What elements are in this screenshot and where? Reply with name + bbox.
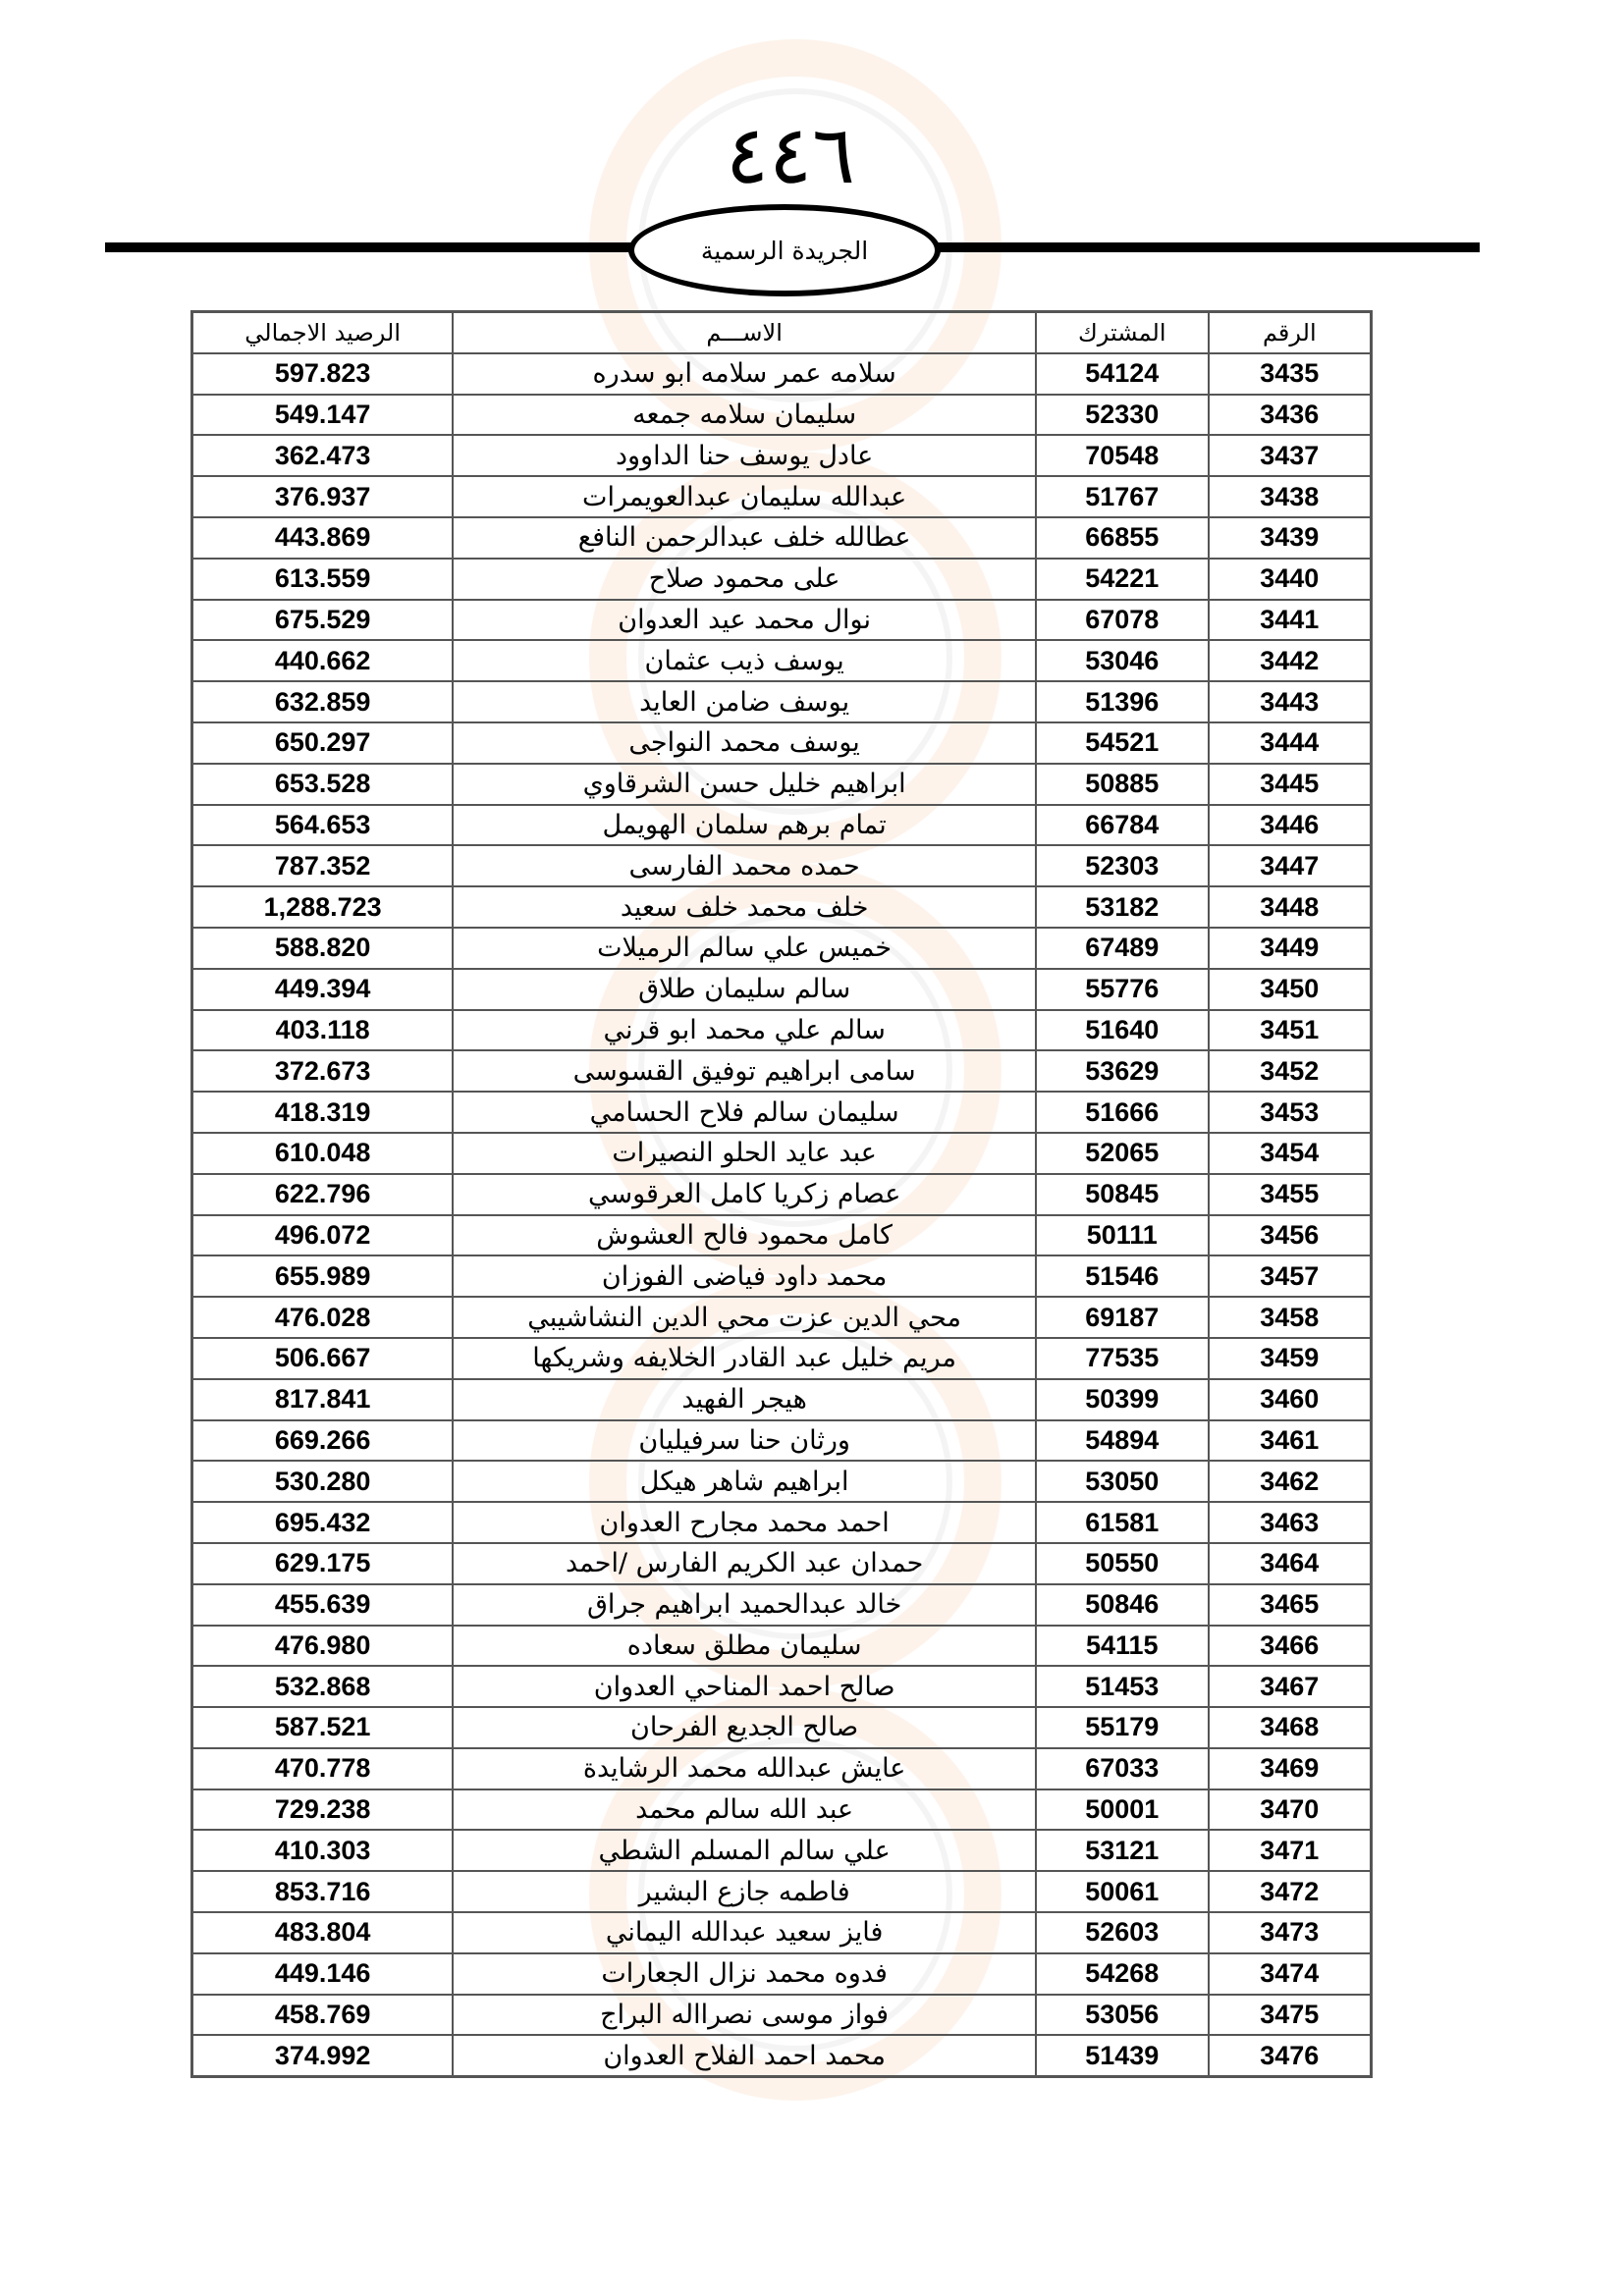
table-row (192, 1502, 1371, 1543)
table-row (192, 1707, 1371, 1748)
cell-number: 3436 (1209, 395, 1371, 436)
cell-balance: 675.529 (192, 600, 453, 641)
table-row (192, 1420, 1371, 1462)
cell-balance: 650.297 (192, 722, 453, 764)
cell-number: 3469 (1209, 1748, 1371, 1789)
table-row (192, 928, 1371, 969)
table-row (192, 1174, 1371, 1215)
cell-name: ابراهيم شاهر هيكل (453, 1461, 1036, 1502)
cell-name: خالد عبدالحميد ابراهيم جراق (453, 1584, 1036, 1626)
cell-balance: 483.804 (192, 1912, 453, 1953)
page-number: ٤٤٦ (725, 109, 856, 202)
cell-number: 3448 (1209, 886, 1371, 928)
cell-subscriber: 51439 (1036, 2035, 1209, 2076)
cell-subscriber: 54221 (1036, 559, 1209, 600)
cell-name: فاطمه جازع البشير (453, 1871, 1036, 1912)
cell-name: سالم سليمان طلاق (453, 969, 1036, 1010)
cell-name: محي الدين عزت محي الدين النشاشيبي (453, 1297, 1036, 1338)
cell-subscriber: 61581 (1036, 1502, 1209, 1543)
cell-balance: 470.778 (192, 1748, 453, 1789)
table-row (192, 1789, 1371, 1831)
table-row (192, 1912, 1371, 1953)
table-row (192, 435, 1371, 476)
cell-subscriber: 53629 (1036, 1050, 1209, 1092)
table-row (192, 1666, 1371, 1707)
cell-subscriber: 67078 (1036, 600, 1209, 641)
cell-number: 3435 (1209, 353, 1371, 395)
cell-balance: 496.072 (192, 1215, 453, 1256)
cell-number: 3476 (1209, 2035, 1371, 2076)
cell-number: 3459 (1209, 1338, 1371, 1379)
cell-balance: 458.769 (192, 1995, 453, 2036)
cell-number: 3450 (1209, 969, 1371, 1010)
cell-number: 3455 (1209, 1174, 1371, 1215)
cell-number: 3473 (1209, 1912, 1371, 1953)
cell-name: محمد احمد الفلاح العدوان (453, 2035, 1036, 2076)
cell-name: صالح الجديع الفرحان (453, 1707, 1036, 1748)
cell-number: 3456 (1209, 1215, 1371, 1256)
cell-name: عطالله خلف عبدالرحمن النافع (453, 517, 1036, 559)
cell-balance: 597.823 (192, 353, 453, 395)
cell-balance: 632.859 (192, 681, 453, 722)
cell-name: حمده محمد الفارسى (453, 845, 1036, 886)
cell-name: يوسف ضامن العايد (453, 681, 1036, 722)
cell-balance: 449.146 (192, 1953, 453, 1995)
cell-balance: 372.673 (192, 1050, 453, 1092)
cell-subscriber: 53056 (1036, 1995, 1209, 2036)
cell-number: 3466 (1209, 1626, 1371, 1667)
cell-subscriber: 51767 (1036, 476, 1209, 517)
table-row (192, 476, 1371, 517)
cell-balance: 449.394 (192, 969, 453, 1010)
header-name: الاســـم (453, 312, 1036, 353)
cell-balance: 362.473 (192, 435, 453, 476)
cell-balance: 403.118 (192, 1010, 453, 1051)
cell-number: 3458 (1209, 1297, 1371, 1338)
cell-subscriber: 77535 (1036, 1338, 1209, 1379)
cell-number: 3451 (1209, 1010, 1371, 1051)
cell-balance: 622.796 (192, 1174, 453, 1215)
cell-subscriber: 50399 (1036, 1379, 1209, 1420)
cell-number: 3472 (1209, 1871, 1371, 1912)
cell-number: 3471 (1209, 1830, 1371, 1871)
cell-subscriber: 51640 (1036, 1010, 1209, 1051)
cell-subscriber: 70548 (1036, 435, 1209, 476)
cell-balance: 440.662 (192, 640, 453, 681)
cell-balance: 376.937 (192, 476, 453, 517)
cell-subscriber: 54115 (1036, 1626, 1209, 1667)
cell-subscriber: 51396 (1036, 681, 1209, 722)
publication-title-oval (628, 204, 941, 296)
cell-balance: 655.989 (192, 1255, 453, 1297)
cell-number: 3464 (1209, 1543, 1371, 1584)
table-row (192, 1830, 1371, 1871)
table-row (192, 517, 1371, 559)
cell-number: 3461 (1209, 1420, 1371, 1462)
cell-name: هيجر الفهيد (453, 1379, 1036, 1420)
cell-name: فواز موسى نصرااله البراج (453, 1995, 1036, 2036)
table-row (192, 600, 1371, 641)
cell-name: عايش عبدالله محمد الرشايدة (453, 1748, 1036, 1789)
cell-subscriber: 53182 (1036, 886, 1209, 928)
cell-name: سالم علي محمد ابو قرني (453, 1010, 1036, 1051)
cell-number: 3443 (1209, 681, 1371, 722)
table-row (192, 640, 1371, 681)
cell-balance: 588.820 (192, 928, 453, 969)
table-row (192, 1133, 1371, 1174)
cell-number: 3444 (1209, 722, 1371, 764)
cell-name: خميس علي سالم الرميلات (453, 928, 1036, 969)
table-row (192, 1995, 1371, 2036)
table-row (192, 1010, 1371, 1051)
cell-name: حمدان عبد الكريم الفارس /احمد (453, 1543, 1036, 1584)
cell-name: صالح احمد المناحي العدوان (453, 1666, 1036, 1707)
cell-name: تمام برهم سلمان الهويمل (453, 805, 1036, 846)
cell-subscriber: 54894 (1036, 1420, 1209, 1462)
table-row (192, 722, 1371, 764)
cell-name: ابراهيم خليل حسن الشرقاوي (453, 764, 1036, 805)
cell-number: 3470 (1209, 1789, 1371, 1831)
cell-name: علي سالم المسلم الشطي (453, 1830, 1036, 1871)
cell-number: 3442 (1209, 640, 1371, 681)
cell-name: سليمان مطلق سعاده (453, 1626, 1036, 1667)
cell-balance: 629.175 (192, 1543, 453, 1584)
cell-name: فايز سعيد عبدالله اليماني (453, 1912, 1036, 1953)
cell-balance: 476.980 (192, 1626, 453, 1667)
cell-number: 3454 (1209, 1133, 1371, 1174)
cell-name: على محمود صلاح (453, 559, 1036, 600)
cell-name: عبد عايد الحلو النصيرات (453, 1133, 1036, 1174)
cell-balance: 853.716 (192, 1871, 453, 1912)
table-row (192, 1255, 1371, 1297)
table-row (192, 1092, 1371, 1133)
cell-number: 3440 (1209, 559, 1371, 600)
table-row (192, 1461, 1371, 1502)
cell-balance: 587.521 (192, 1707, 453, 1748)
cell-subscriber: 54124 (1036, 353, 1209, 395)
cell-number: 3445 (1209, 764, 1371, 805)
cell-subscriber: 50885 (1036, 764, 1209, 805)
cell-subscriber: 67033 (1036, 1748, 1209, 1789)
table-row (192, 969, 1371, 1010)
cell-subscriber: 55179 (1036, 1707, 1209, 1748)
cell-subscriber: 54268 (1036, 1953, 1209, 1995)
table-row (192, 1543, 1371, 1584)
cell-subscriber: 55776 (1036, 969, 1209, 1010)
subscriber-balance-table (190, 310, 1373, 2078)
cell-name: سامى ابراهيم توفيق القسوسى (453, 1050, 1036, 1092)
header-subscriber: المشترك (1036, 312, 1209, 353)
cell-subscriber: 66784 (1036, 805, 1209, 846)
cell-number: 3449 (1209, 928, 1371, 969)
cell-balance: 610.048 (192, 1133, 453, 1174)
table-row (192, 2035, 1371, 2076)
table-row (192, 1379, 1371, 1420)
table-row (192, 1050, 1371, 1092)
table-header-row (192, 312, 1371, 353)
table-row (192, 395, 1371, 436)
cell-number: 3474 (1209, 1953, 1371, 1995)
table-row (192, 1626, 1371, 1667)
cell-number: 3463 (1209, 1502, 1371, 1543)
cell-balance: 443.869 (192, 517, 453, 559)
cell-subscriber: 53121 (1036, 1830, 1209, 1871)
cell-subscriber: 50001 (1036, 1789, 1209, 1831)
cell-number: 3441 (1209, 600, 1371, 641)
cell-number: 3475 (1209, 1995, 1371, 2036)
cell-name: يوسف محمد النواجى (453, 722, 1036, 764)
cell-balance: 564.653 (192, 805, 453, 846)
cell-subscriber: 50845 (1036, 1174, 1209, 1215)
cell-balance: 455.639 (192, 1584, 453, 1626)
cell-number: 3438 (1209, 476, 1371, 517)
table-row (192, 1297, 1371, 1338)
table-row (192, 1338, 1371, 1379)
cell-balance: 817.841 (192, 1379, 453, 1420)
cell-subscriber: 69187 (1036, 1297, 1209, 1338)
table-row (192, 681, 1371, 722)
cell-balance: 695.432 (192, 1502, 453, 1543)
cell-subscriber: 52330 (1036, 395, 1209, 436)
cell-name: كامل محمود فالح العشوش (453, 1215, 1036, 1256)
cell-name: سلامه عمر سلامه ابو سدره (453, 353, 1036, 395)
cell-number: 3465 (1209, 1584, 1371, 1626)
cell-number: 3452 (1209, 1050, 1371, 1092)
table-row (192, 1215, 1371, 1256)
cell-number: 3468 (1209, 1707, 1371, 1748)
cell-name: عبدالله سليمان عبدالعويمرات (453, 476, 1036, 517)
cell-balance: 1,288.723 (192, 886, 453, 928)
cell-number: 3453 (1209, 1092, 1371, 1133)
cell-name: نوال محمد عيد العدوان (453, 600, 1036, 641)
table-row (192, 805, 1371, 846)
header-number: الرقم (1209, 312, 1371, 353)
cell-name: يوسف ذيب عثمان (453, 640, 1036, 681)
cell-name: سليمان سلامه جمعه (453, 395, 1036, 436)
cell-name: محمد داود فياضى الفوزان (453, 1255, 1036, 1297)
cell-name: فدوه محمد نزال الجعارات (453, 1953, 1036, 1995)
cell-subscriber: 54521 (1036, 722, 1209, 764)
cell-subscriber: 53046 (1036, 640, 1209, 681)
cell-subscriber: 51546 (1036, 1255, 1209, 1297)
cell-balance: 669.266 (192, 1420, 453, 1462)
cell-number: 3446 (1209, 805, 1371, 846)
cell-balance: 787.352 (192, 845, 453, 886)
cell-balance: 549.147 (192, 395, 453, 436)
cell-subscriber: 50550 (1036, 1543, 1209, 1584)
table-row (192, 1584, 1371, 1626)
cell-name: عبد الله سالم محمد (453, 1789, 1036, 1831)
cell-subscriber: 52065 (1036, 1133, 1209, 1174)
cell-number: 3457 (1209, 1255, 1371, 1297)
table-row (192, 886, 1371, 928)
cell-subscriber: 53050 (1036, 1461, 1209, 1502)
cell-subscriber: 50846 (1036, 1584, 1209, 1626)
table-row (192, 1953, 1371, 1995)
cell-balance: 653.528 (192, 764, 453, 805)
cell-name: خلف محمد خلف سعيد (453, 886, 1036, 928)
table-row (192, 1748, 1371, 1789)
cell-number: 3447 (1209, 845, 1371, 886)
cell-balance: 410.303 (192, 1830, 453, 1871)
header-balance: الرصيد الاجمالي (192, 312, 453, 353)
cell-name: سليمان سالم فلاح الحسامي (453, 1092, 1036, 1133)
cell-name: مريم خليل عبد القادر الخلايفه وشريكها (453, 1338, 1036, 1379)
cell-number: 3462 (1209, 1461, 1371, 1502)
table-row (192, 353, 1371, 395)
cell-number: 3437 (1209, 435, 1371, 476)
cell-balance: 476.028 (192, 1297, 453, 1338)
cell-subscriber: 67489 (1036, 928, 1209, 969)
cell-balance: 506.667 (192, 1338, 453, 1379)
cell-subscriber: 52603 (1036, 1912, 1209, 1953)
cell-balance: 729.238 (192, 1789, 453, 1831)
publication-title: الجريدة الرسمية (700, 236, 869, 265)
cell-subscriber: 52303 (1036, 845, 1209, 886)
table-row (192, 1871, 1371, 1912)
cell-subscriber: 50061 (1036, 1871, 1209, 1912)
cell-name: ورثان حنا سرفيليان (453, 1420, 1036, 1462)
cell-number: 3460 (1209, 1379, 1371, 1420)
cell-number: 3439 (1209, 517, 1371, 559)
cell-balance: 374.992 (192, 2035, 453, 2076)
cell-name: عصام زكريا كامل العرقوسي (453, 1174, 1036, 1215)
cell-subscriber: 50111 (1036, 1215, 1209, 1256)
cell-name: احمد محمد مجارح العدوان (453, 1502, 1036, 1543)
cell-subscriber: 51453 (1036, 1666, 1209, 1707)
cell-subscriber: 51666 (1036, 1092, 1209, 1133)
table-row (192, 764, 1371, 805)
cell-balance: 418.319 (192, 1092, 453, 1133)
cell-subscriber: 66855 (1036, 517, 1209, 559)
cell-balance: 532.868 (192, 1666, 453, 1707)
cell-number: 3467 (1209, 1666, 1371, 1707)
cell-balance: 530.280 (192, 1461, 453, 1502)
table-row (192, 559, 1371, 600)
cell-name: عادل يوسف حنا الداوود (453, 435, 1036, 476)
cell-balance: 613.559 (192, 559, 453, 600)
table-row (192, 845, 1371, 886)
